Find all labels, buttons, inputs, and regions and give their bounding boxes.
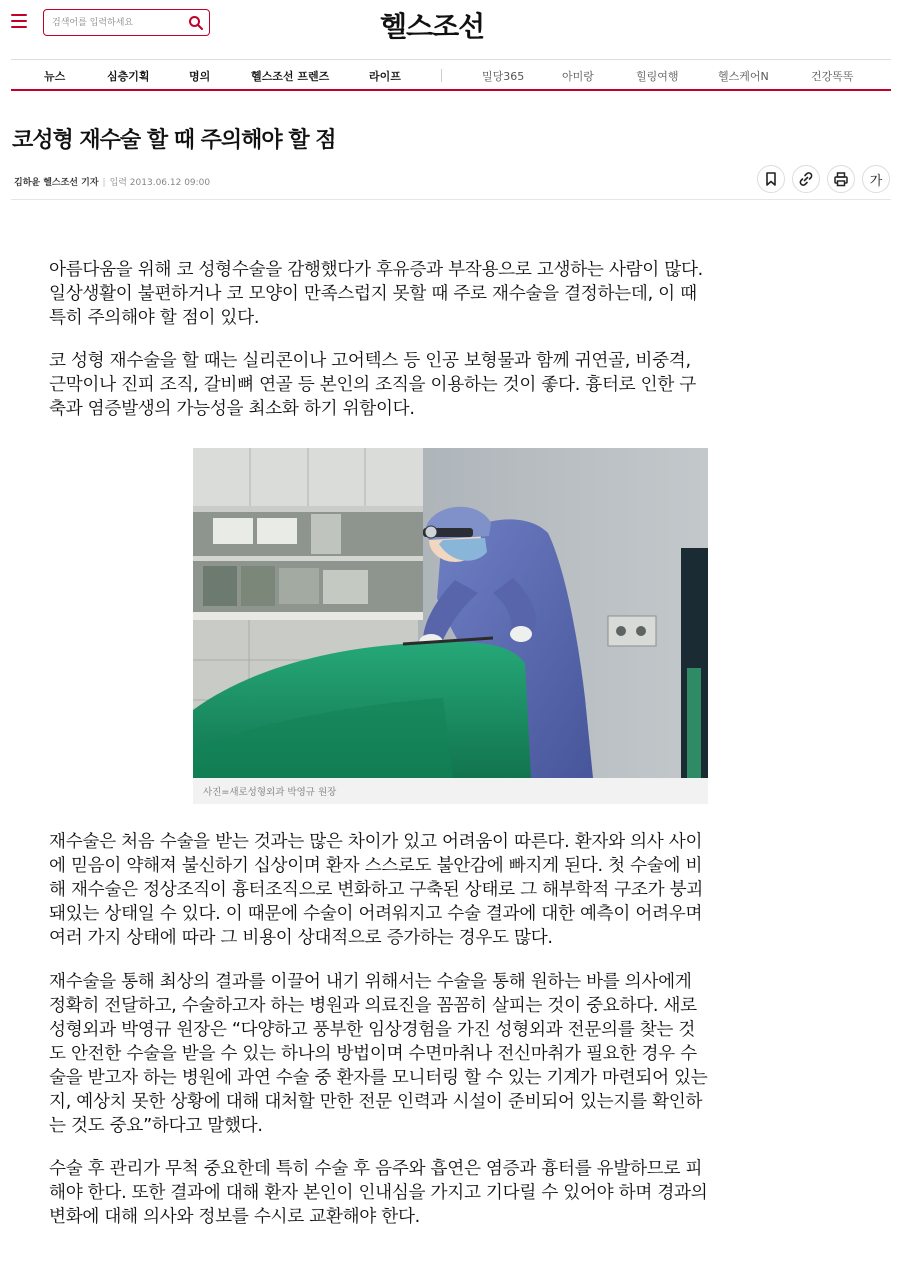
paragraph-line: 코 성형 재수술을 할 때는 실리콘이나 고어텍스 등 인공 보형물과 함께 귀연골, 비중격,: [49, 351, 691, 371]
paragraph-line: 수술 후 관리가 무척 중요한데 특히 수술 후 음주와 흡연은 염증과 흉터를 유발하므로 피: [49, 1159, 703, 1179]
paragraph-line: 일상생활이 불편하거나 코 모양이 만족스럽지 못할 때 주로 재수술을 결정하는데, 이 때: [49, 284, 697, 304]
paragraph-line: 술을 받고자 하는 병원에 과연 수술 중 환자를 모니터링 할 수 있는 기계가 마련되어 있는: [49, 1068, 708, 1088]
author-name[interactable]: 김하윤 헬스조선 기자: [14, 178, 99, 188]
nav-item-features[interactable]: 심층기획: [107, 70, 150, 83]
nav-item-healthcare-n[interactable]: 헬스케어N: [718, 70, 769, 83]
paragraph-line: 에 믿음이 약해져 불신하기 십상이며 환자 스스로도 불안감에 빠지게 된다. 첫 수술에 비: [49, 856, 703, 876]
search-icon[interactable]: [188, 15, 204, 31]
surgery-photo-illustration: [193, 448, 708, 778]
bookmark-icon: [765, 172, 777, 186]
nav-item-healing-travel[interactable]: 힐링여행: [636, 70, 679, 83]
nav-item-doctors[interactable]: 명의: [189, 70, 211, 83]
font-size-button[interactable]: 가: [862, 165, 890, 193]
search-input[interactable]: [52, 15, 187, 31]
menu-icon[interactable]: [11, 14, 27, 28]
paragraph-line: 특히 주의해야 할 점이 있다.: [49, 308, 260, 328]
paragraph-line: 해 재수술은 정상조직이 흉터조직으로 변화하고 구축된 상태로 그 해부학적 구조가 붕괴: [49, 880, 703, 900]
publish-date: 입력 2013.06.12 09:00: [109, 178, 211, 188]
paragraph-line: 성형외과 박영규 원장은 “다양하고 풍부한 임상경험을 가진 성형외과 전문의를 찾는 것: [49, 1020, 696, 1040]
article-paragraph: [49, 970, 854, 1138]
paragraph-line: 여러 가지 상태에 따라 그 비용이 상대적으로 증가하는 경우도 많다.: [49, 928, 553, 948]
paragraph-line: 도 안전한 수술을 받을 수 있는 하나의 방법이며 수면마취나 전신마취가 필요한 경우 수: [49, 1044, 697, 1064]
paragraph-line: 지, 예상치 못한 상황에 대해 대처할 만한 전문 인력과 시설이 준비되어 있는지를 확인하: [49, 1092, 703, 1112]
byline: [14, 175, 210, 188]
byline-separator: |: [102, 178, 106, 188]
article-paragraph: [49, 830, 854, 950]
article-paragraph: [49, 1157, 854, 1229]
article-title: 코성형 재수술 할 때 주의해야 할 점: [12, 128, 336, 153]
paragraph-line: 근막이나 진피 조직, 갈비뼈 연골 등 본인의 조직을 이용하는 것이 좋다. 흉터로 인한 구: [49, 375, 697, 395]
paragraph-line: 는 것도 중요”하다고 말했다.: [49, 1116, 263, 1136]
article-photo[interactable]: [193, 448, 708, 778]
nav-item-life[interactable]: 라이프: [369, 70, 401, 83]
search-box: [43, 9, 210, 36]
bookmark-button[interactable]: [757, 165, 785, 193]
paragraph-line: 돼있는 상태일 수 있다. 이 때문에 수술이 어려워지고 수술 결과에 대한 예측이 어려우며: [49, 904, 703, 924]
link-icon: [798, 171, 814, 187]
nav-item-health-tips[interactable]: 건강똑똑: [811, 70, 854, 83]
nav-item-friends[interactable]: 헬스조선 프렌즈: [251, 70, 330, 83]
photo-caption: 사진=새로성형외과 박영규 원장: [203, 787, 337, 798]
print-icon: [833, 171, 849, 187]
nav-item-mildang365[interactable]: 밀당365: [482, 70, 525, 83]
header-divider: [11, 199, 891, 200]
site-logo[interactable]: 헬스조선: [380, 10, 485, 43]
article-paragraph: [49, 258, 854, 330]
paragraph-line: 재수술을 통해 최상의 결과를 이끌어 내기 위해서는 수술을 통해 원하는 바를 의사에게: [49, 972, 692, 992]
copy-link-button[interactable]: [792, 165, 820, 193]
photo-caption-bar: [193, 778, 708, 804]
paragraph-line: 정확히 전달하고, 수술하고자 하는 병원과 의료진을 꼼꼼히 살피는 것이 중요하다. 새로: [49, 996, 697, 1016]
nav-item-amirang[interactable]: 아미랑: [562, 70, 594, 83]
nav-item-news[interactable]: 뉴스: [44, 70, 66, 83]
paragraph-line: 아름다움을 위해 코 성형수술을 감행했다가 후유증과 부작용으로 고생하는 사람이 많다.: [49, 260, 703, 280]
paragraph-line: 축과 염증발생의 가능성을 최소화 하기 위함이다.: [49, 399, 415, 419]
paragraph-line: 변화에 대해 의사와 정보를 수시로 교환해야 한다.: [49, 1207, 420, 1227]
nav-divider: [441, 69, 442, 82]
paragraph-line: 해야 한다. 또한 결과에 대해 환자 본인이 인내심을 가지고 기다릴 수 있어야 하며 경과의: [49, 1183, 708, 1203]
main-nav: [11, 59, 891, 91]
paragraph-line: 재수술은 처음 수술을 받는 것과는 많은 차이가 있고 어려움이 따른다. 환자와 의사 사이: [49, 832, 703, 852]
print-button[interactable]: [827, 165, 855, 193]
article-paragraph: [49, 349, 854, 421]
site-header: [0, 0, 900, 46]
